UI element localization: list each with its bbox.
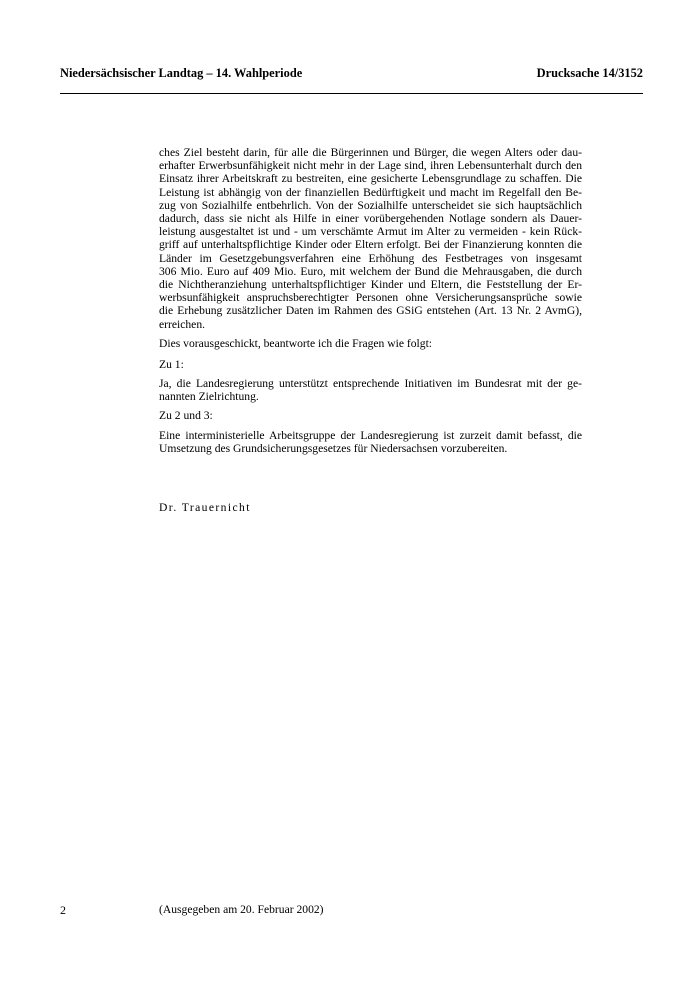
answer-2-3-text [159, 429, 582, 455]
issued-date: (Ausgegeben am 20. Februar 2002) [159, 903, 324, 916]
page-number: 2 [60, 903, 66, 917]
answer-2-3-heading: Zu 2 und 3: [159, 409, 213, 422]
paragraph-line: griff auf unterhaltspflichtige Kinder oder Eltern erfolgt. Bei der Finanzierung konnten die [159, 238, 582, 252]
paragraph-line: erreichen. [159, 317, 206, 331]
signature: Dr. Trauernicht [159, 501, 251, 514]
answer-1-text [159, 377, 582, 403]
answer-line: Eine interministerielle Arbeitsgruppe der Landesregierung ist zurzeit damit befasst, die [159, 429, 582, 442]
paragraph-line: zug von Sozialhilfe entbehrlich. Von der Sozialhilfe unterscheidet sie sich hauptsächlich [159, 198, 582, 212]
paragraph-line: die Erhebung zusätzlicher Daten im Rahmen des GSiG entstehen (Art. 13 Nr. 2 AvmG), [159, 304, 582, 318]
paragraph-line: 306 Mio. Euro auf 409 Mio. Euro, mit welchem der Bund die Mehrausgaben, die durch [159, 264, 582, 278]
intro-text: Dies vorausgeschickt, beantworte ich die Fragen wie folgt: [159, 337, 433, 350]
paragraph-line: erhafter Erwerbsunfähigkeit nicht mehr in der Lage sind, ihren Lebensunterhalt durch den [159, 159, 582, 173]
paragraph-line: ches Ziel besteht darin, für alle die Bürgerinnen und Bürger, die wegen Alters oder dau- [159, 146, 582, 159]
answer-line: Ja, die Landesregierung unterstützt entsprechende Initiativen im Bundesrat mit der ge- [159, 377, 582, 390]
paragraph-line: Länder im Gesetzgebungsverfahren eine Erhöhung des Festbetrages von insgesamt [159, 251, 582, 265]
paragraph-main [159, 146, 582, 331]
paragraph-line: leistung ausgestaltet ist und - um verschämte Armut im Alter zu vermeiden - kein Rück- [159, 225, 582, 239]
paragraph-line: dadurch, dass sie nicht als Hilfe in einer vorübergehenden Notlage sondern als Dauer- [159, 212, 582, 226]
paragraph-line: werbsunfähigkeit anspruchsberechtigter Personen ohne Versicherungsansprüche sowie [159, 291, 582, 305]
header-title: Niedersächsischer Landtag – 14. Wahlperiode [60, 66, 303, 80]
answer-line: Umsetzung des Grundsicherungsgesetzes für Niedersachsen vorzubereiten. [159, 442, 508, 456]
document-number: Drucksache 14/3152 [536, 66, 643, 80]
answer-1-heading: Zu 1: [159, 358, 184, 371]
paragraph-line: die Nichtheranziehung unterhaltspflichtiger Kinder und Eltern, die Feststellung der Er- [159, 278, 582, 292]
paragraph-line: Einsatz ihrer Arbeitskraft zu bestreiten, eine gesicherte Lebensgrundlage zu schaffen. Die [159, 172, 582, 186]
header-rule [60, 93, 643, 94]
paragraph-line: Leistung ist abhängig von der finanziellen Bedürftigkeit und macht im Regelfall den Be- [159, 185, 582, 199]
answer-line: nannten Zielrichtung. [159, 390, 259, 404]
